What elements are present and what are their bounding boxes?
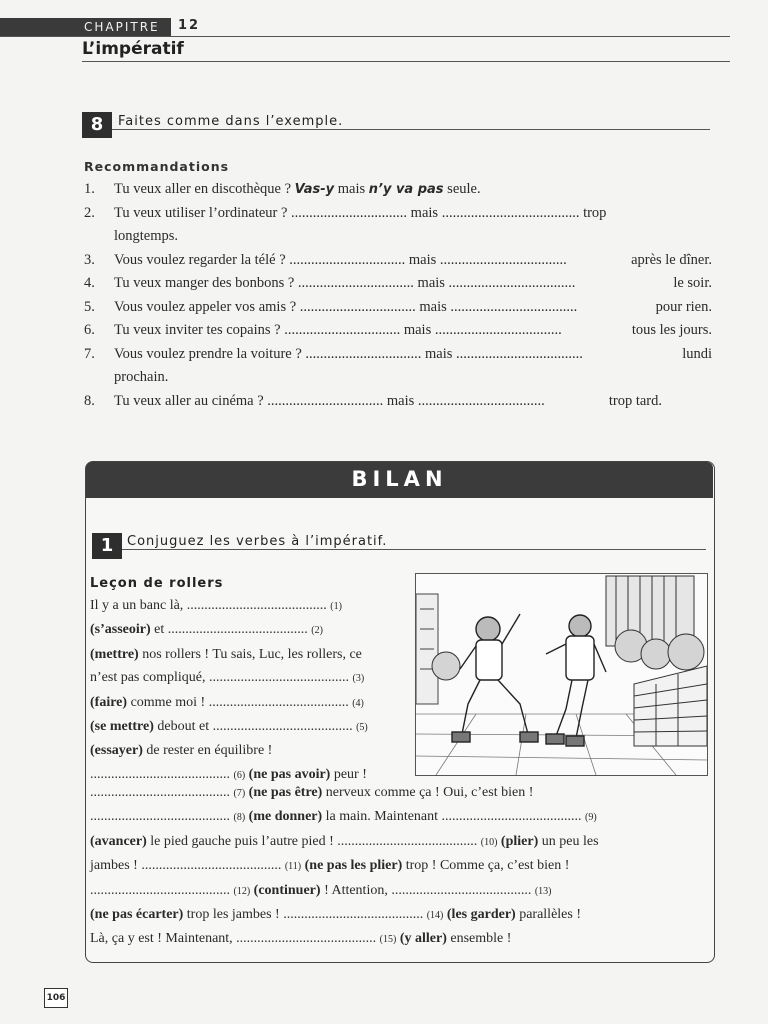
exercise-subtitle: Recommandations: [84, 159, 230, 174]
bilan-subtitle: Leçon de rollers: [90, 576, 224, 591]
list-item: 3. Vous voulez regarder la télé ? ................................ mais ................................... après le dîner.: [84, 251, 712, 268]
exercise-number-badge: 8: [82, 112, 112, 138]
illustration-icon: [416, 574, 707, 775]
bilan-title: BILAN: [351, 467, 448, 491]
list-item: 8. Tu veux aller au cinéma ? ................................ mais ................................... trop tard.: [84, 392, 662, 409]
list-item: 4. Tu veux manger des bonbons ? ................................ mais ................................... le soir.: [84, 275, 712, 291]
page-number: 106: [44, 988, 68, 1008]
bilan-exercise-rule: [122, 549, 706, 550]
list-item-continuation: prochain.: [114, 369, 169, 385]
list-item: 2. Tu veux utiliser l’ordinateur ? ................................ mais ...................................... trop: [84, 204, 607, 221]
page-title: L’impératif: [82, 39, 184, 59]
rollerblading-boys-illustration: [415, 573, 708, 776]
bilan-exercise-number-badge: 1: [92, 533, 122, 559]
header-rule-top: [0, 36, 730, 37]
header-rule-bottom: [82, 61, 730, 62]
lesson-text-full: ........................................ (7) (ne pas être) nerveux comme ça ! Oui, c’est bien ! ........................................ (8) (me donner) la main. Maintenant ........................................ (9) (avancer) le pied gauche puis l’autre pied ! ........................................ (10) (plier) un peu les jambes ! ........................................ (11) (ne pas les plier) trop ! Comme ça, c’est bien ! ........................................ (12) (continuer) ! Attention, ........................................ (13) (ne pas écarter) trop les jambes ! ........................................ (14) (les garder) parallèles ! Là, ça y est ! Maintenant, ........................................ (15) (y aller) ensemble !: [90, 785, 599, 947]
list-item: 7. Vous voulez prendre la voiture ? ................................ mais ................................... lundi: [84, 345, 712, 362]
chapter-number: 12: [178, 18, 201, 33]
list-item: 1. Tu veux aller en discothèque ? Vas-y mais n’y va pas seule.: [84, 181, 481, 197]
chapter-label: CHAPITRE: [84, 20, 160, 34]
list-item: 5. Vous voulez appeler vos amis ? ................................ mais ................................... pour rien.: [84, 298, 712, 315]
list-item: 6. Tu veux inviter tes copains ? ................................ mais ................................... tous les jours.: [84, 322, 712, 338]
recommendations-list: [84, 178, 712, 413]
exercise-instruction: Faites comme dans l’exemple.: [118, 114, 344, 129]
exercise-rule: [112, 129, 710, 130]
lesson-text-left: Il y a un banc là, ........................................ (1) (s’asseoir) et ........................................ (2) (mettre) nos rollers ! Tu sais, Luc, les rollers, ce n’est pas compliqué, ........................................ (3) (faire) comme moi ! ........................................ (4) (se mettre) debout et ........................................ (5) (essayer) de rester en équilibre ! ........................................ (6) (ne pas avoir) peur !: [90, 598, 368, 782]
list-item-continuation: longtemps.: [114, 228, 179, 244]
bilan-instruction: Conjuguez les verbes à l’impératif.: [127, 534, 388, 549]
